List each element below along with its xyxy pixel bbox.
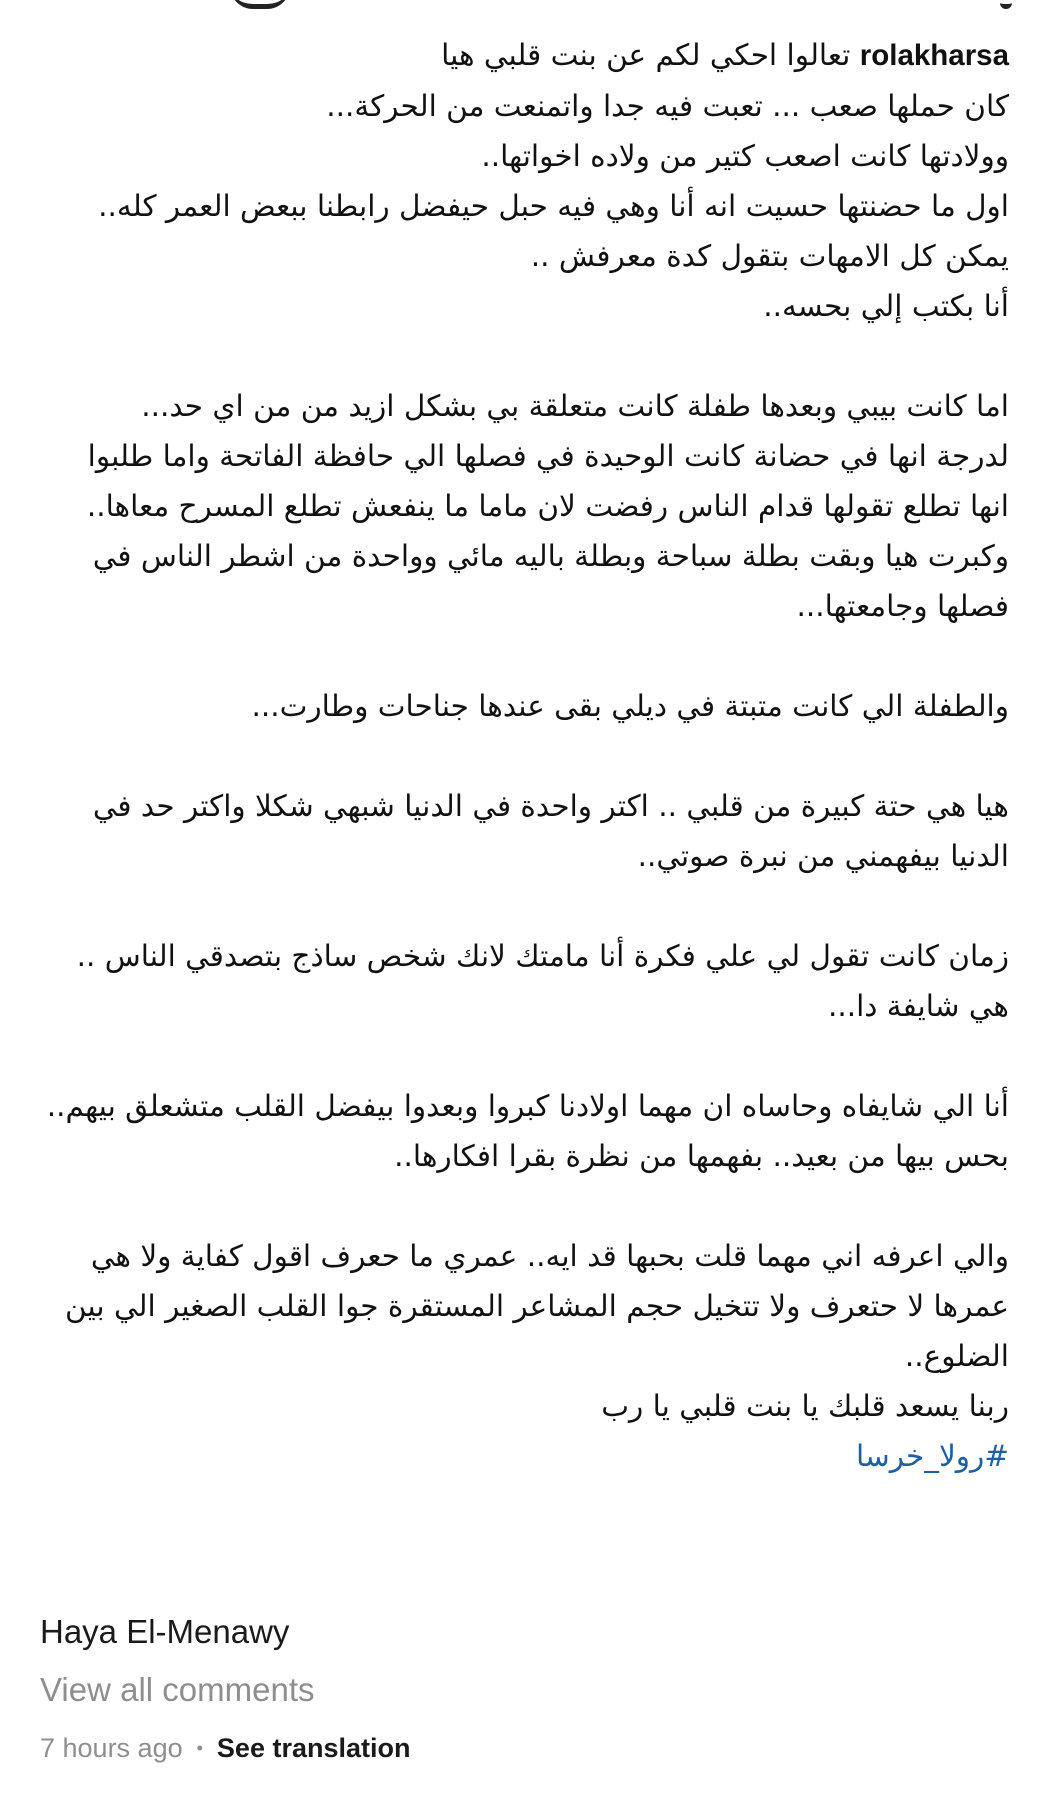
caption-line: هيا هي حتة كبيرة من قلبي .. اكتر واحدة في الدنيا شبهي شكلا واكتر حد في الدنيا بيفهمني من نبرة صوتي.. [92, 789, 1009, 873]
caption-hashtag-line [40, 1431, 1009, 1481]
commenter-username[interactable]: Haya El-Menawy [40, 1613, 290, 1650]
caption-blank-line [40, 631, 1009, 681]
post-caption [0, 30, 1049, 1610]
cropped-glyph [1000, 0, 1012, 9]
caption-body [40, 81, 1009, 1431]
separator-dot: • [196, 1738, 203, 1758]
cropped-top-edge [0, 0, 1049, 6]
comments-section [40, 1600, 1010, 1776]
caption-line: يمكن كل الامهات بتقول كدة معرفش .. [530, 239, 1009, 273]
caption-line: زمان كانت تقول لي علي فكرة أنا مامتك لانك شخص ساذج بتصدقي الناس .. هي شايفة دا... [76, 939, 1009, 1023]
caption-line: وكبرت هيا وبقت بطلة سباحة وبطلة باليه مائي وواحدة من اشطر الناس في فصلها وجامعتها... [92, 539, 1009, 623]
caption-text: تعالوا احكي لكم عن بنت قلبي هيا [441, 38, 851, 72]
caption-first-line [40, 30, 1009, 81]
timestamp: 7 hours ago [40, 1733, 183, 1763]
caption-line: والي اعرفه اني مهما قلت بحبها قد ايه.. عمري ما حعرف اقول كفاية ولا هي عمرها لا حتعرف ولا تتخيل حجم المشاعر المستقرة جوا القلب الصغير الي بين الضلوع.. [65, 1239, 1009, 1373]
caption-blank-line [40, 331, 1009, 381]
view-all-comments-link[interactable]: View all comments [40, 1671, 315, 1708]
caption-line: لدرجة انها في حضانة كانت الوحيدة في فصلها الي حافظة الفاتحة واما طلبوا انها تطلع تقولها قدام الناس رفضت لان ماما ما ينفعش تطلع المسرح معاها.. [86, 439, 1009, 523]
post-username[interactable]: rolakharsa [859, 39, 1009, 72]
post-meta-row [40, 1720, 1010, 1776]
caption-line: أنا الي شايفاه وحاساه ان مهما اولادنا كبروا وبعدوا بيفضل القلب متشعلق بيهم.. [46, 1089, 1009, 1123]
caption-line: وولادتها كانت اصعب كتير من ولاده اخواتها.. [481, 139, 1009, 173]
caption-line: ربنا يسعد قلبك يا بنت قلبي يا رب [601, 1389, 1009, 1423]
caption-line: اما كانت بيبي وبعدها طفلة كانت متعلقة بي بشكل ازيد من من اي حد... [141, 389, 1009, 423]
cropped-glyph [230, 0, 290, 9]
caption-line: بحس بيها من بعيد.. بفهمها من نظرة بقرا افكارها.. [394, 1139, 1009, 1173]
hashtag-link[interactable]: #رولا_خرسا [855, 1439, 1009, 1473]
caption-line: والطفلة الي كانت متبتة في ديلي بقى عندها جناحات وطارت... [251, 689, 1009, 723]
caption-blank-line [40, 1181, 1009, 1231]
caption-line: كان حملها صعب ... تعبت فيه جدا واتمنعت من الحركة... [326, 89, 1009, 123]
see-translation-button[interactable]: See translation [216, 1733, 411, 1763]
caption-line: اول ما حضنتها حسيت انه أنا وهي فيه حبل حيفضل رابطنا ببعض العمر كله.. [98, 189, 1009, 223]
caption-line: أنا بكتب إلي بحسه.. [763, 289, 1009, 323]
caption-blank-line [40, 881, 1009, 931]
caption-blank-line [40, 1031, 1009, 1081]
caption-blank-line [40, 731, 1009, 781]
